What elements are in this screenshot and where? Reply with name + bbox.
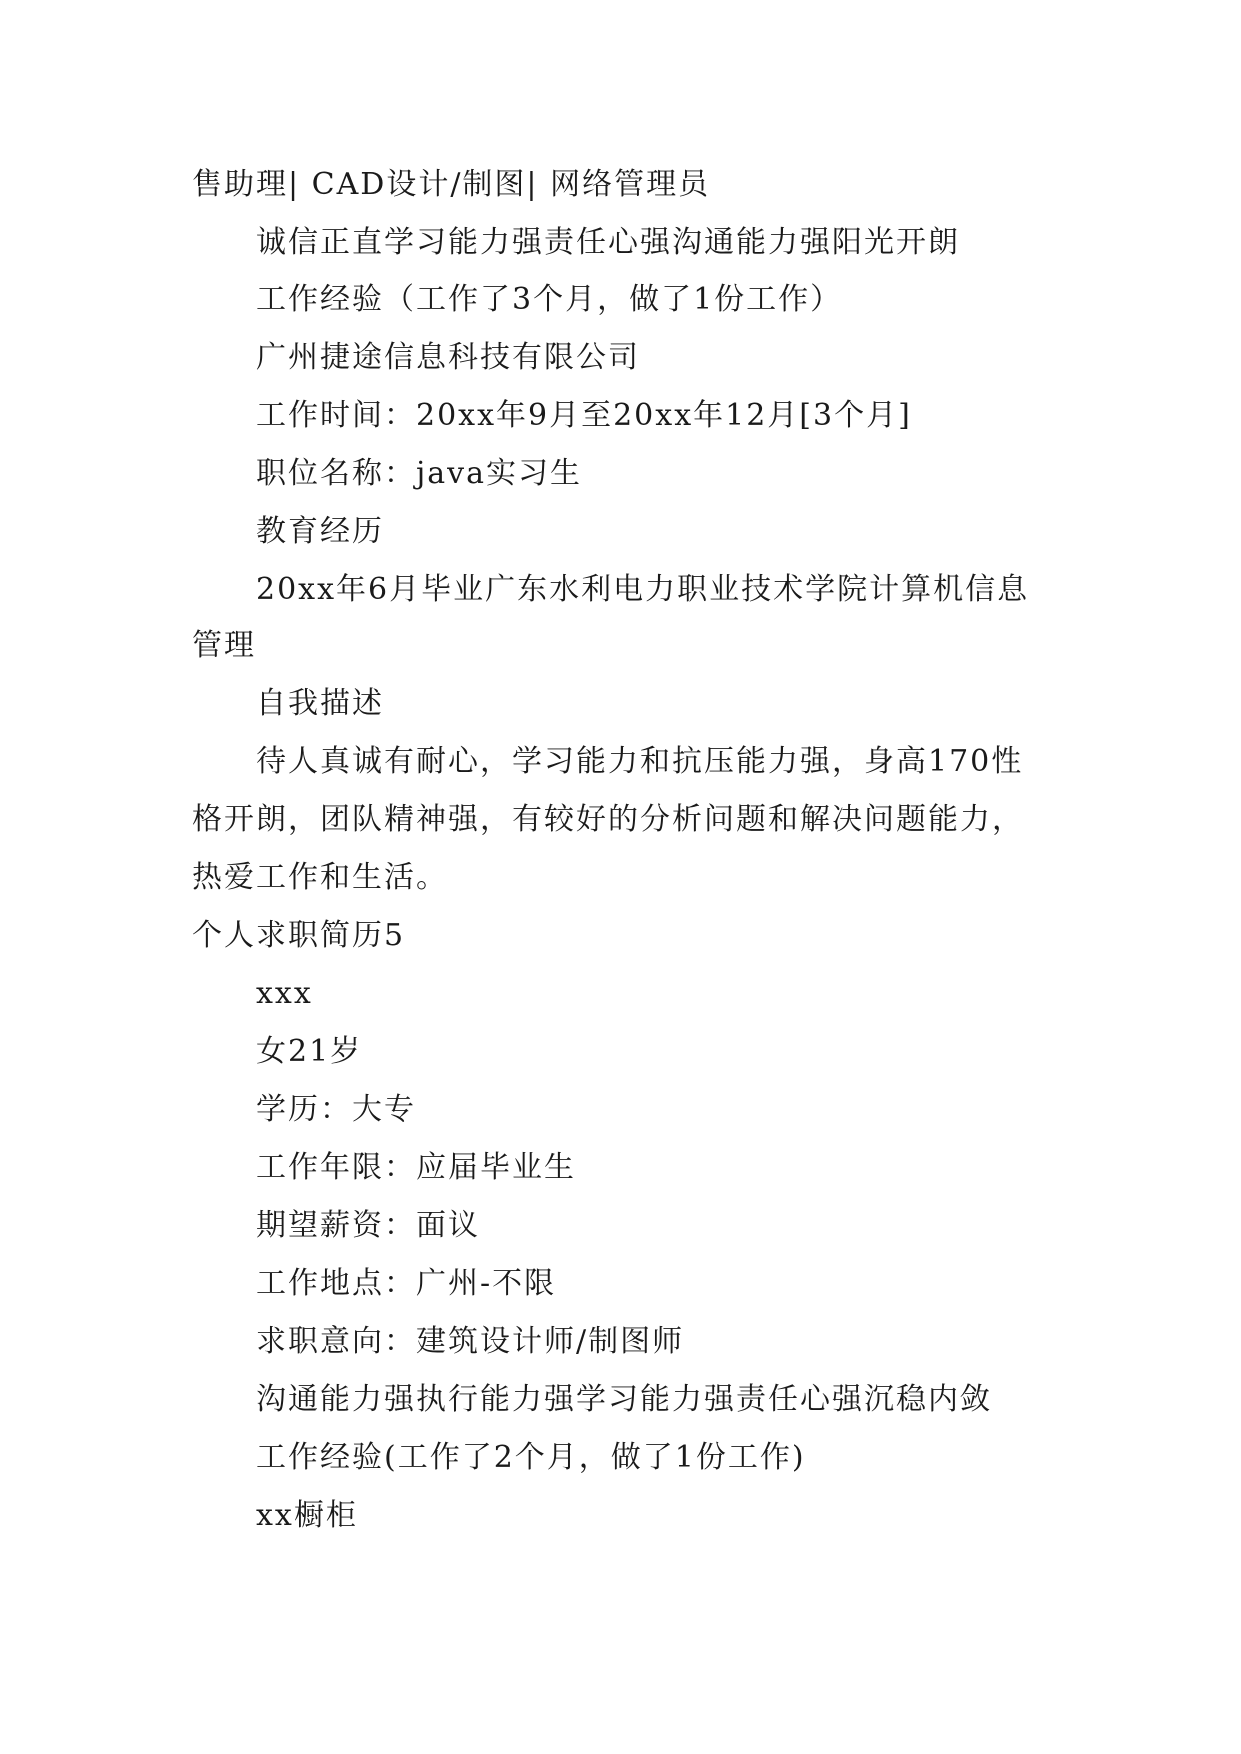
text-line-name: xxx [256,976,313,1011]
resume-title: 个人求职简历5 [192,918,406,953]
text-line-company-2: xx橱柜 [256,1498,358,1533]
section-heading-education: 教育经历 [256,514,384,549]
text-line-gender-age: 女21岁 [256,1034,363,1069]
text-line-education-cont: 管理 [192,628,256,663]
text-line-self-description-3: 热爱工作和生活。 [192,860,448,895]
text-line-position: 职位名称：java实习生 [256,456,583,491]
text-line-self-description-1: 待人真诚有耐心，学习能力和抗压能力强，身高170性 [256,744,1024,779]
text-line-work-location: 工作地点：广州-不限 [256,1266,557,1301]
text-line-degree: 学历：大专 [256,1092,416,1127]
text-line-company: 广州捷途信息科技有限公司 [256,340,640,375]
text-line-abilities: 沟通能力强执行能力强学习能力强责任心强沉稳内敛 [256,1382,992,1417]
text-line-work-experience-2: 工作经验(工作了2个月，做了1份工作) [256,1440,806,1475]
section-heading-self-description: 自我描述 [256,686,384,721]
text-line-strengths: 诚信正直学习能力强责任心强沟通能力强阳光开朗 [256,225,960,260]
text-line-work-period: 工作时间：20xx年9月至20xx年12月[3个月] [256,398,912,433]
text-line-expected-salary: 期望薪资：面议 [256,1208,480,1243]
text-line-self-description-2: 格开朗，团队精神强，有较好的分析问题和解决问题能力， [192,802,1024,837]
text-line-work-years: 工作年限：应届毕业生 [256,1150,576,1185]
text-line-work-experience: 工作经验（工作了3个月，做了1份工作） [256,282,843,317]
text-line-job-intention: 求职意向：建筑设计师/制图师 [256,1324,685,1359]
text-line-job-titles: 售助理| CAD设计/制图| 网络管理员 [192,167,711,202]
text-line-education: 20xx年6月毕业广东水利电力职业技术学院计算机信息 [256,572,1030,607]
